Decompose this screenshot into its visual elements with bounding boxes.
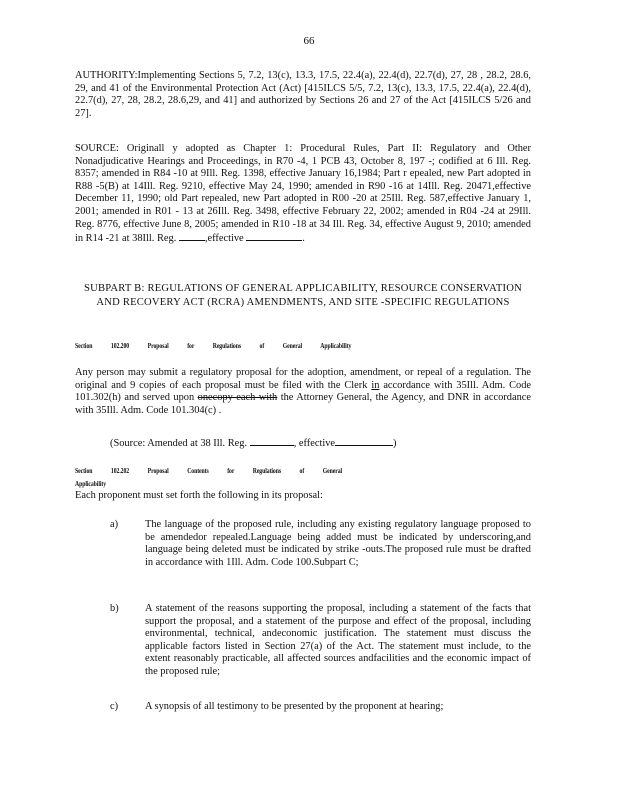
subpart-title: SUBPART B: REGULATIONS OF GENERAL APPLICABILITY, RESOURCE CONSERVATION AND RECOVERY ACT (RCRA) AMENDMENTS, AND SITE -SPECIFIC REGULATIONS <box>84 283 522 308</box>
source-effective-label-200: , effective <box>293 438 336 449</box>
section-heading-102-202: Section 102.202 Proposal Contents for Regulations of General Applicability <box>75 466 343 488</box>
section-102-200-text-b: accordance with 35Ill. Adm. Code 101.302(h) and served upon <box>75 379 532 404</box>
source-close: ) <box>393 438 397 449</box>
section-102-202-lead: Each proponent must set forth the following in its proposal: <box>75 490 323 501</box>
authority-note: AUTHORITY:Implementing Sections 5, 7.2, 13(c), 13.3, 17.5, 22.4(a), 22.4(d), 22.7(d), 27, 28 , 28.2, 28.6, 29, and 41 of the Environmental Protection Act (Act) [415ILCS 5/5, 7.2, 13(c), 13.3, 17.5, 22.4(a), 22.4(d), 22.7(d), 27, 28, 28.2, 28.6,29, and 41] and authorized by Sections 26 and 27 of the Act [415ILCS 5/26 and 27]. <box>75 70 531 119</box>
source-effective-label: ,effective <box>204 233 244 245</box>
list-item-marker: a) <box>110 519 119 530</box>
list-item-marker: c) <box>110 701 119 712</box>
list-item-text: The language of the proposed rule, including any existing regulatory language proposed to be amendedor repealed.Language being added must be indicated by underscoring,and language being deleted must be indicated by strike -outs.The proposed rule must be drafted in accordance with 1Ill. Adm. Code 100.Subpart C; <box>145 519 531 568</box>
section-heading-102-200: Section 102.200 Proposal for Regulations of General Applicability <box>75 341 352 350</box>
amended-effective-blank <box>335 436 393 446</box>
list-item-marker: b) <box>110 603 119 614</box>
section-102-200-text-a: Any person may submit a regulatory proposal for the adoption, amendment, or repeal of a regulation. The original and 9 copies of each proposal must be filed with the Clerk <box>75 367 531 391</box>
source-reg-blank <box>179 231 205 241</box>
source-note: SOURCE: Originall y adopted as Chapter 1: Procedural Rules, Part II: Regulatory and Other Nonadjudicative Hearings and Proceedings, in R70 -4, 1 PCB 43, October 8, 197 -; codified at 6 Ill. Reg. 8357; amended in R84 -10 at 9Ill. Reg. 1398, effective January 16,1984; Part r epealed, new Part adopted in R88 -5(B) at 14Ill. Reg. 9210, effective May 24, 1990; amended in R90 -16 at 14Ill. Reg. 20471,effective December 11, 1990; old Part repealed, new Part adopted in R00 -20 at 25Ill. Reg. 587,effective January 1, 2001; amended in R01 - 13 at 26Ill. Reg. 3498, effective February 22, 2002; amended in R04 -24 at 29Ill. Reg. 8776, effective June 8, 2005; amended in R10 -18 at 34 Ill. Reg. 34, effective August 9, 2010; amended in R14 -21 at 38Ill. Reg. ,effective . <box>75 143 531 245</box>
list-item-text: A statement of the reasons supporting the proposal, including a statement of the facts that support the proposal, and a statement of the purpose and effect of the proposal, including environmental, technical, andeconomic justification. The statement must discuss the applicable factors listed in Section 27(a) of the Act. The statement must include, to the extent reasonably practicable, all affected sources andfacilities and the economic impact of the proposed rule; <box>145 603 531 677</box>
section-102-200-source <box>110 436 397 451</box>
page-number: 66 <box>303 35 315 47</box>
deleted-text: onecopy each with <box>197 392 278 404</box>
inserted-text: in <box>371 379 380 391</box>
list-item-text: A synopsis of all testimony to be presented by the proponent at hearing; <box>145 701 444 712</box>
section-102-200-text-c: the Attorney General, the Agency, and DNR in accordance with 35Ill. Adm. Code 101.304(c) . <box>75 392 531 416</box>
source-amended-label: (Source: Amended at 38 Ill. Reg. <box>110 438 248 449</box>
source-note-text: SOURCE: Originall y adopted as Chapter 1: Procedural Rules, Part II: Regulatory and Other Nonadjudicative Hearings and Proceedings, in R70 -4, 1 PCB 43, October 8, 197 -; codified at 6 Ill. Reg. 8357; amended in R84 -10 at 9Ill. Reg. 1398, effective January 16,1984; Part r epealed, new Part adopted in R88 -5(B) at 14Ill. Reg. 9210, effective May 24, 1990; amended in R90 -16 at 14Ill. Reg. 20471,effective December 11, 1990; old Part repealed, new Part adopted in R00 -20 at 25Ill. Reg. 587,effective January 1, 2001; amended in R01 - 13 at 26Ill. Reg. 3498, effective February 22, 2002; amended in R04 -24 at 29Ill. Reg. 8776, effective June 8, 2005; amended in R10 -18 at 34 Ill. Reg. 34, effective August 9, 2010; amended in R14 -21 at 38Ill. Reg. <box>75 143 531 245</box>
source-effective-blank <box>246 231 302 241</box>
amended-reg-blank <box>250 436 294 446</box>
section-102-200-body <box>75 367 531 417</box>
